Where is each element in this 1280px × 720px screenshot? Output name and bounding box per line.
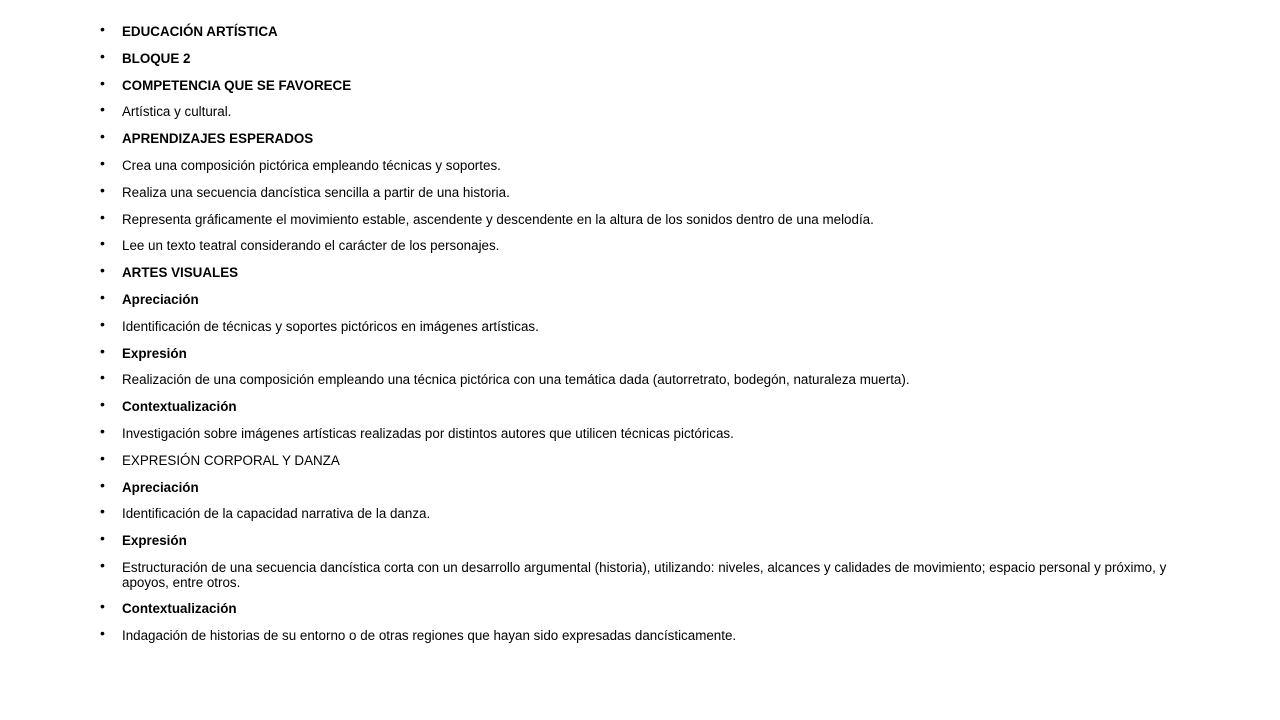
- bullet-icon: •: [100, 315, 105, 332]
- list-item: [100, 235, 1190, 254]
- bullet-icon: •: [100, 235, 105, 252]
- list-item: [100, 530, 1190, 549]
- list-item: [100, 476, 1190, 495]
- bullet-icon: •: [100, 74, 105, 91]
- list-item-text: Expresión: [122, 345, 187, 361]
- list-item-text: Representa gráficamente el movimiento estable, ascendente y descendente en la altura de los sonidos dentro de una melodía.: [122, 211, 874, 227]
- bullet-icon: •: [100, 597, 105, 614]
- bullet-icon: •: [100, 128, 105, 145]
- list-item: [100, 396, 1190, 415]
- bullet-icon: •: [100, 47, 105, 64]
- list-item-text: Realización de una composición empleando una técnica pictórica con una temática dada (autorretrato, bodegón, naturaleza muerta).: [122, 372, 910, 388]
- list-item: [100, 422, 1190, 441]
- bullet-icon: •: [100, 449, 105, 466]
- list-item: [100, 342, 1190, 361]
- list-item: [100, 74, 1190, 93]
- list-item: [100, 128, 1190, 147]
- bullet-icon: •: [100, 624, 105, 641]
- list-item-text: Lee un texto teatral considerando el carácter de los personajes.: [122, 238, 500, 254]
- bullet-list: [100, 21, 1190, 655]
- list-item: [100, 21, 1190, 39]
- bullet-icon: •: [100, 530, 105, 547]
- bullet-icon: •: [100, 342, 105, 359]
- list-item-text: Apreciación: [122, 479, 199, 495]
- list-item-text: Indagación de historias de su entorno o de otras regiones que hayan sido expresadas dancísticamente.: [122, 627, 737, 643]
- bullet-icon: •: [100, 262, 105, 279]
- list-item: [100, 624, 1190, 643]
- bullet-icon: •: [100, 181, 105, 198]
- list-item-text: BLOQUE 2: [122, 50, 191, 66]
- list-item-text: Investigación sobre imágenes artísticas realizadas por distintos autores que utilicen técnicas pictóricas.: [122, 425, 734, 441]
- list-item-text: EDUCACIÓN ARTÍSTICA: [122, 24, 278, 39]
- bullet-icon: •: [100, 208, 105, 225]
- list-item-text: ARTES VISUALES: [122, 265, 239, 281]
- list-item: [100, 154, 1190, 173]
- bullet-icon: •: [100, 369, 105, 386]
- bullet-icon: •: [100, 396, 105, 413]
- bullet-icon: •: [100, 288, 105, 305]
- list-item: [100, 47, 1190, 66]
- bullet-icon: •: [100, 422, 105, 439]
- list-item: [100, 597, 1190, 616]
- list-item: [100, 208, 1190, 227]
- list-item-text: Contextualización: [122, 399, 237, 415]
- list-item: [100, 262, 1190, 281]
- list-item: [100, 449, 1190, 468]
- list-item-text: Expresión: [122, 533, 187, 549]
- list-item-text: COMPETENCIA QUE SE FAVORECE: [122, 77, 352, 93]
- list-item-text: Apreciación: [122, 291, 199, 307]
- list-item-text: Identificación de la capacidad narrativa de la danza.: [122, 506, 431, 522]
- list-item-text: Contextualización: [122, 600, 237, 616]
- bullet-icon: •: [100, 101, 105, 118]
- bullet-icon: •: [100, 503, 105, 520]
- list-item-text: Identificación de técnicas y soportes pictóricos en imágenes artísticas.: [122, 318, 539, 334]
- list-item-text: EXPRESIÓN CORPORAL Y DANZA: [122, 452, 340, 468]
- list-item-text: Artística y cultural.: [122, 104, 232, 120]
- bullet-icon: •: [100, 556, 105, 573]
- list-item: [100, 101, 1190, 120]
- list-item: [100, 556, 1190, 590]
- list-item-text: APRENDIZAJES ESPERADOS: [122, 131, 314, 147]
- list-item-text: Estructuración de una secuencia dancística corta con un desarrollo argumental (historia), utilizando: niveles, alcances y calidades de movimiento; espacio personal y próximo, y apoyos, entre otros.: [122, 559, 1167, 590]
- list-item-text: Realiza una secuencia dancística sencilla a partir de una historia.: [122, 184, 510, 200]
- list-item: [100, 503, 1190, 522]
- list-item: [100, 288, 1190, 307]
- list-item-text: Crea una composición pictórica empleando técnicas y soportes.: [122, 157, 501, 173]
- bullet-icon: •: [100, 21, 105, 37]
- list-item: [100, 181, 1190, 200]
- list-item: [100, 315, 1190, 334]
- bullet-icon: •: [100, 476, 105, 493]
- bullet-icon: •: [100, 154, 105, 171]
- list-item: [100, 369, 1190, 388]
